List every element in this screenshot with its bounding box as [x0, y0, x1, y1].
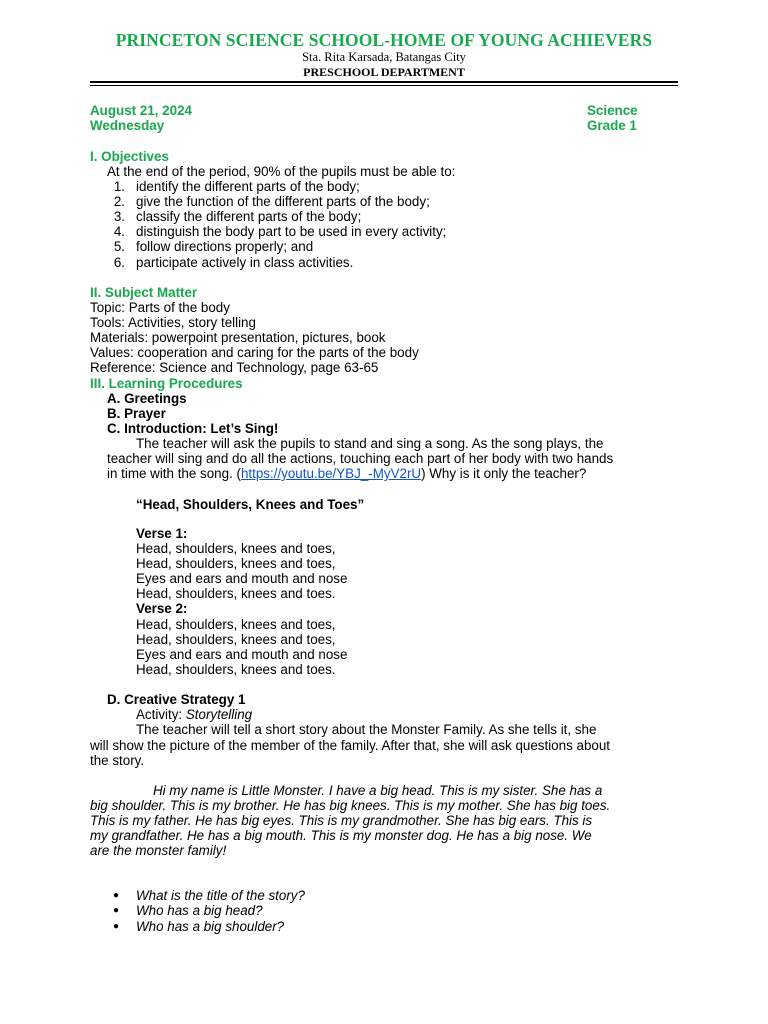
verse-1-label: Verse 1:: [136, 526, 188, 541]
list-number: 5.: [113, 239, 125, 254]
lesson-subject: Science: [587, 103, 638, 118]
activity-name: Storytelling: [185, 707, 253, 722]
introduction-paragraph-line: [107, 466, 586, 481]
bullet-icon: ●: [113, 890, 120, 901]
question-item: What is the title of the story?: [136, 888, 305, 903]
verse-2-label: Verse 2:: [136, 601, 188, 616]
strategy-paragraph-line: the story.: [90, 753, 145, 768]
list-number: 2.: [113, 194, 125, 209]
procedures-heading: III. Learning Procedures: [90, 376, 243, 391]
lesson-date: August 21, 2024: [90, 103, 192, 118]
introduction-paragraph-line: teacher will sing and do all the actions, touching each part of her body with two hands: [107, 451, 614, 466]
story-line: big shoulder. This is my brother. He has big knees. This is my mother. She has big toes.: [90, 798, 611, 813]
activity-label: Activity:: [136, 707, 186, 722]
school-name: PRINCETON SCIENCE SCHOOL-HOME OF YOUNG ACHIEVERS: [115, 30, 653, 50]
list-number: 3.: [113, 209, 125, 224]
subject-matter-heading: II. Subject Matter: [90, 285, 198, 300]
list-item: participate actively in class activities.: [136, 255, 354, 270]
story-line: This is my father. He has big eyes. This is my grandmother. She has big ears. This is: [90, 813, 593, 828]
question-item: Who has a big shoulder?: [136, 919, 285, 934]
department-name: PRESCHOOL DEPARTMENT: [303, 65, 465, 79]
song-video-link[interactable]: https://youtu.be/YBJ_-MyV2rU: [240, 466, 422, 481]
lyric-line: Head, shoulders, knees and toes,: [136, 556, 336, 571]
lyric-line: Head, shoulders, knees and toes,: [136, 617, 336, 632]
paragraph-text: in time with the song. (: [107, 466, 241, 481]
introduction-heading: C. Introduction: Let’s Sing!: [107, 421, 279, 436]
activity-line: [136, 707, 252, 722]
song-title: “Head, Shoulders, Knees and Toes”: [136, 497, 365, 512]
header-rule-thick: [90, 81, 678, 83]
materials-line: Materials: powerpoint presentation, pictures, book: [90, 330, 386, 345]
lyric-line: Head, shoulders, knees and toes,: [136, 541, 336, 556]
list-item: classify the different parts of the body;: [136, 209, 362, 224]
story-line: my grandfather. He has a big mouth. This is my monster dog. He has a big nose. We: [90, 828, 592, 843]
question-item: Who has a big head?: [136, 903, 263, 918]
reference-line: Reference: Science and Technology, page 63-65: [90, 360, 379, 375]
list-item: follow directions properly; and: [136, 239, 314, 254]
story-line: are the monster family!: [90, 843, 227, 858]
list-item: distinguish the body part to be used in every activity;: [136, 224, 447, 239]
list-number: 6.: [113, 255, 125, 270]
header-rule-thin: [90, 85, 678, 86]
strategy-paragraph-line: will show the picture of the member of the family. After that, she will ask questions about: [90, 738, 611, 753]
school-address: Sta. Rita Karsada, Batangas City: [302, 50, 466, 64]
lyric-line: Eyes and ears and mouth and nose: [136, 571, 348, 586]
topic-line: Topic: Parts of the body: [90, 300, 230, 315]
lesson-day: Wednesday: [90, 118, 165, 133]
creative-strategy-heading: D. Creative Strategy 1: [107, 692, 246, 707]
bullet-icon: ●: [113, 921, 120, 932]
introduction-paragraph-line: The teacher will ask the pupils to stand and sing a song. As the song plays, the: [136, 436, 604, 451]
tools-line: Tools: Activities, story telling: [90, 315, 256, 330]
list-number: 1.: [113, 179, 125, 194]
bullet-icon: ●: [113, 905, 120, 916]
strategy-paragraph-line: The teacher will tell a short story about the Monster Family. As she tells it, she: [136, 722, 597, 737]
story-line: Hi my name is Little Monster. I have a big head. This is my sister. She has a: [153, 783, 603, 798]
lyric-line: Eyes and ears and mouth and nose: [136, 647, 348, 662]
lesson-grade: Grade 1: [587, 118, 637, 133]
prayer-heading: B. Prayer: [107, 406, 166, 421]
objectives-heading: I. Objectives: [90, 149, 169, 164]
objectives-intro: At the end of the period, 90% of the pupils must be able to:: [107, 164, 456, 179]
list-item: identify the different parts of the body;: [136, 179, 360, 194]
list-number: 4.: [113, 224, 125, 239]
lyric-line: Head, shoulders, knees and toes.: [136, 662, 336, 677]
lyric-line: Head, shoulders, knees and toes,: [136, 632, 336, 647]
values-line: Values: cooperation and caring for the parts of the body: [90, 345, 419, 360]
list-item: give the function of the different parts of the body;: [136, 194, 430, 209]
greetings-heading: A. Greetings: [107, 391, 187, 406]
lyric-line: Head, shoulders, knees and toes.: [136, 586, 336, 601]
paragraph-text: ) Why is it only the teacher?: [421, 466, 587, 481]
